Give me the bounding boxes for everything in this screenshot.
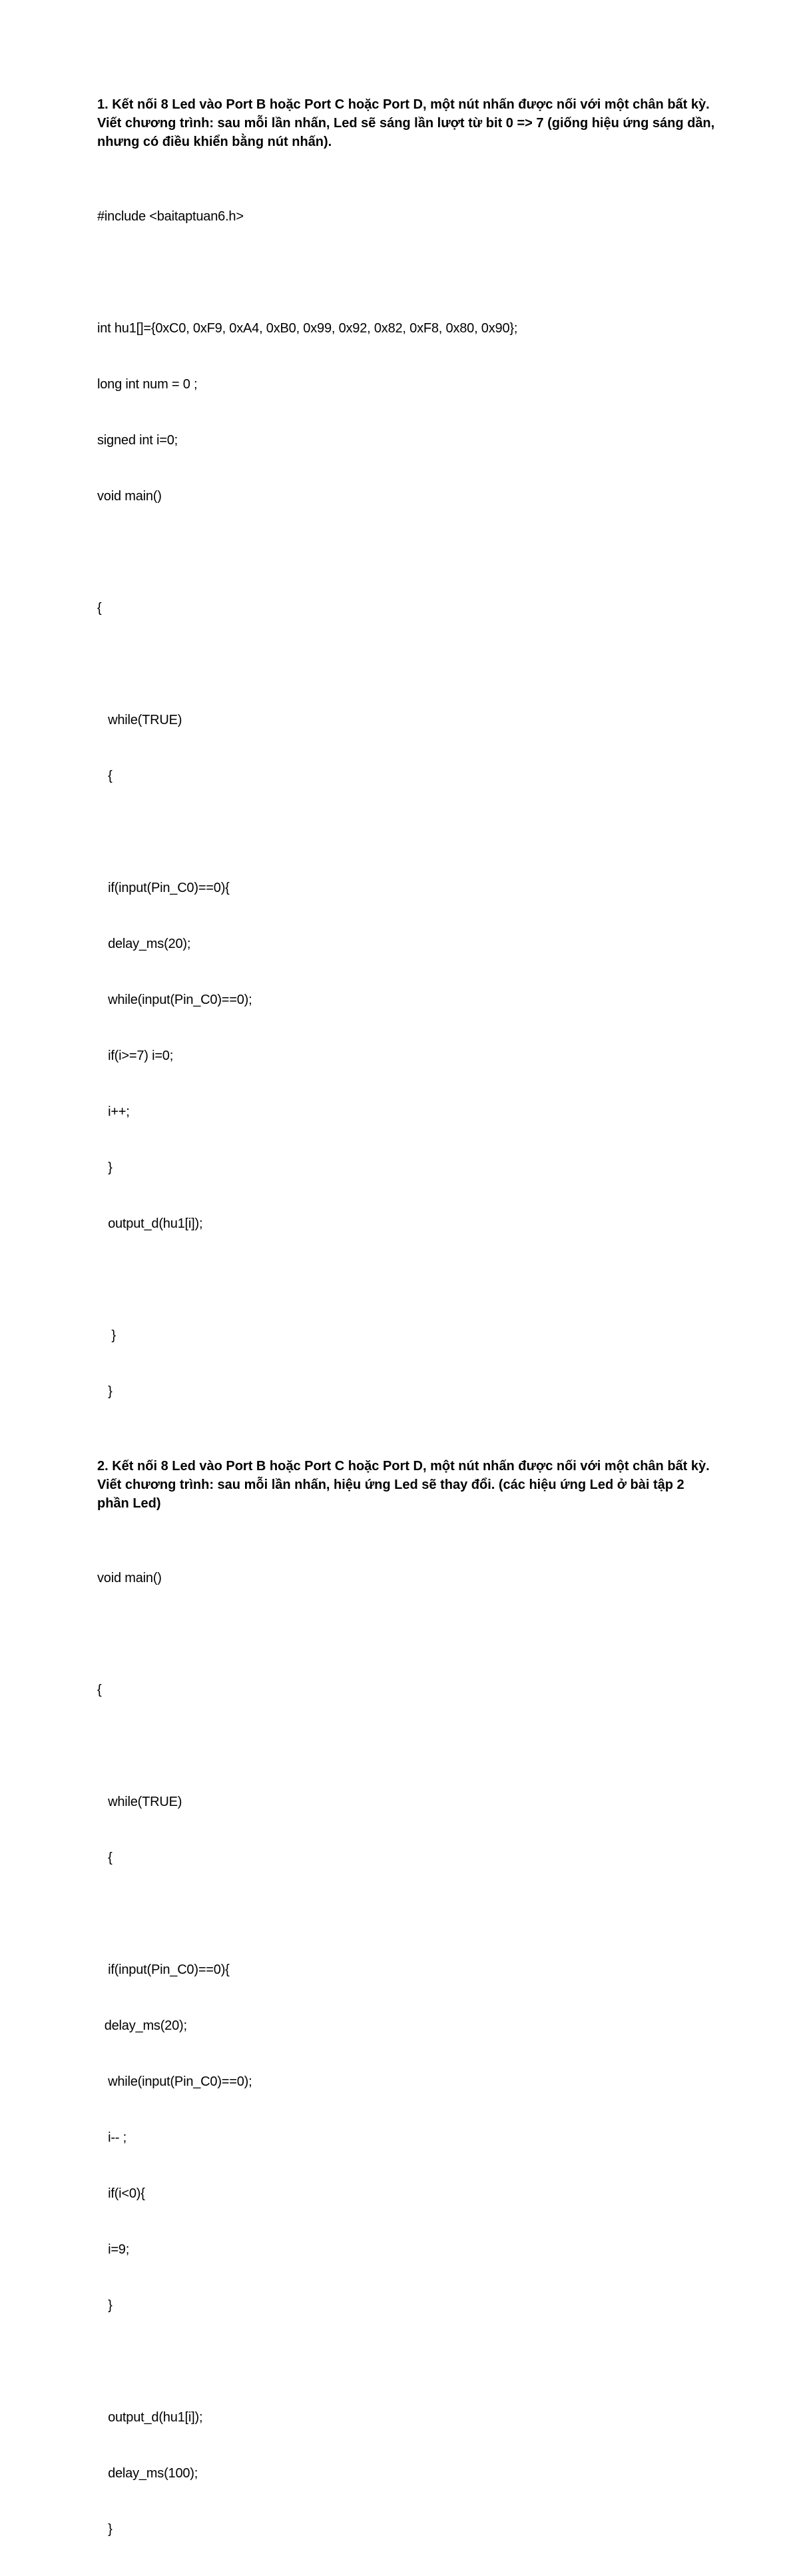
- code-line: {: [97, 769, 113, 783]
- code-line: [97, 543, 716, 562]
- code-line: if(input(Pin_C0)==0){: [97, 881, 230, 895]
- code-block-2: [97, 1531, 716, 2576]
- code-line: void main(): [97, 1571, 162, 1585]
- code-line: [97, 1905, 716, 1923]
- code-line: i++;: [97, 1104, 130, 1119]
- code-line: while(input(Pin_C0)==0);: [97, 993, 252, 1007]
- code-line: output_d(hu1[i]);: [97, 2410, 203, 2425]
- code-line: i=9;: [97, 2242, 130, 2257]
- code-line: while(TRUE): [97, 1795, 182, 1809]
- code-line: long int num = 0 ;: [97, 377, 198, 392]
- code-line: void main(): [97, 489, 162, 504]
- code-line: }: [97, 1384, 113, 1399]
- spacer: [97, 1513, 716, 1531]
- code-line: i-- ;: [97, 2130, 127, 2145]
- code-line: if(i>=7) i=0;: [97, 1049, 174, 1063]
- code-line: }: [97, 2298, 113, 2313]
- code-block-1: [97, 170, 716, 1438]
- code-line: {: [97, 1683, 102, 1697]
- question-1: 1. Kết nối 8 Led vào Port B hoặc Port C hoặc Port D, một nút nhấn được nối với một chân bất kỳ. Viết chương trình: sau mỗi lần nhấn, Led sẽ sáng lần lượt từ bit 0 => 7 (giống hiệu ứng sáng dần, nhưng có điều khiển bằng nút nhấn).: [97, 97, 715, 149]
- code-line: #include <baitaptuan6.h>: [97, 209, 244, 224]
- code-line: delay_ms(20);: [97, 2018, 187, 2033]
- code-line: }: [97, 2522, 113, 2537]
- code-line: while(TRUE): [97, 713, 182, 727]
- code-line: }: [97, 1328, 116, 1343]
- code-line: {: [97, 1851, 113, 1865]
- code-line: if(input(Pin_C0)==0){: [97, 1962, 230, 1977]
- code-line: [97, 823, 716, 841]
- question-2: 2. Kết nối 8 Led vào Port B hoặc Port C hoặc Port D, một nút nhấn được nối với một chân bất kỳ. Viết chương trình: sau mỗi lần nhấn, hiệu ứng Led sẽ thay đổi. (các hiệu ứng Led ở bài tập 2 phần Led): [97, 1459, 710, 1511]
- code-line: {: [97, 601, 102, 616]
- code-line: [97, 263, 716, 282]
- code-line: }: [97, 1160, 113, 1175]
- code-line: delay_ms(100);: [97, 2466, 198, 2481]
- document-page: [97, 95, 716, 2576]
- code-line: [97, 1737, 716, 1755]
- code-line: [97, 2352, 716, 2371]
- code-line: if(i<0){: [97, 2186, 145, 2201]
- code-line: [97, 1625, 716, 1643]
- code-line: [97, 1270, 716, 1289]
- code-line: delay_ms(20);: [97, 937, 191, 951]
- code-line: output_d(hu1[i]);: [97, 1216, 203, 1231]
- spacer: [97, 151, 716, 170]
- code-line: signed int i=0;: [97, 433, 178, 448]
- code-line: int hu1[]={0xC0, 0xF9, 0xA4, 0xB0, 0x99, 0x92, 0x82, 0xF8, 0x80, 0x90};: [97, 321, 518, 336]
- code-line: [97, 655, 716, 673]
- code-line: while(input(Pin_C0)==0);: [97, 2074, 252, 2089]
- spacer: [97, 1438, 716, 1457]
